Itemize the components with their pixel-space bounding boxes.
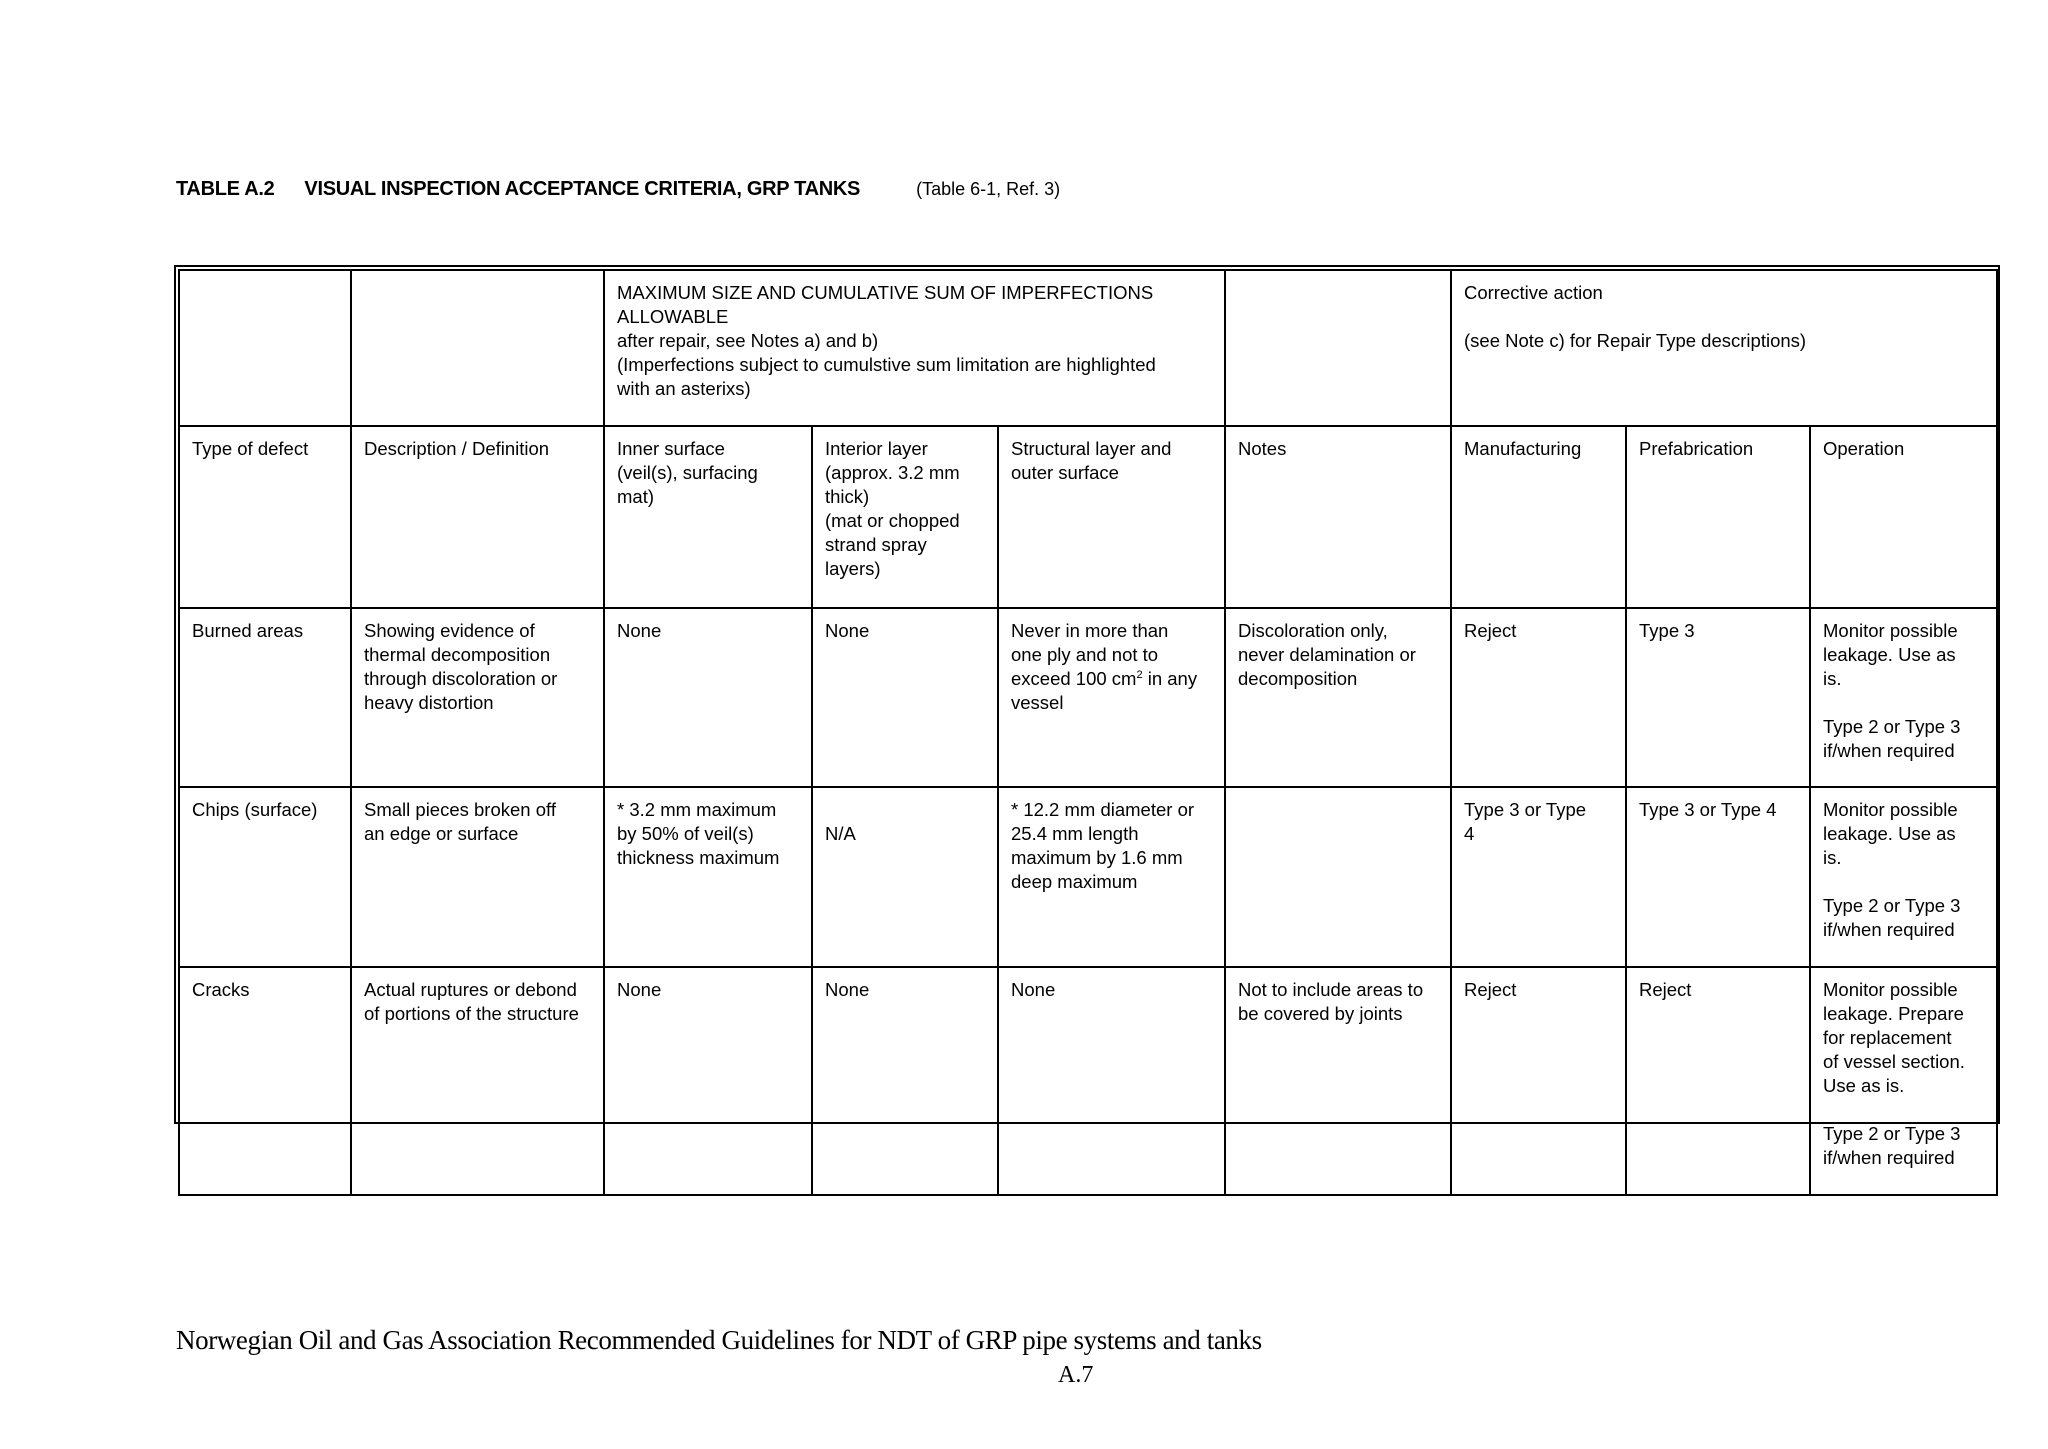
cell-description: Small pieces broken off an edge or surface [351, 787, 604, 967]
cell-interior: N/A [812, 787, 998, 967]
table-row [179, 787, 1997, 967]
cell-manufacturing: Reject [1451, 608, 1626, 787]
header-empty-cell [1225, 270, 1451, 426]
criteria-grid [178, 269, 1998, 1196]
header-max-size: MAXIMUM SIZE AND CUMULATIVE SUM OF IMPERFECTIONS ALLOWABLE after repair, see Notes a) and b) (Imperfections subject to cumulstive sum limitation are highlighted with an asterixs) [604, 270, 1225, 426]
col-header-notes: Notes [1225, 426, 1451, 608]
acceptance-criteria-table [174, 265, 2000, 1168]
table-title: VISUAL INSPECTION ACCEPTANCE CRITERIA, GRP TANKS [304, 178, 861, 200]
header-row-columns [179, 426, 1997, 608]
cell-notes: Discoloration only, never delamination or decomposition [1225, 608, 1451, 787]
cell-manufacturing: Type 3 or Type 4 [1451, 787, 1626, 967]
table-row [179, 967, 1997, 1195]
cell-interior: None [812, 967, 998, 1195]
cell-type: Cracks [179, 967, 351, 1195]
col-header-type: Type of defect [179, 426, 351, 608]
cell-operation: Monitor possible leakage. Prepare for replacement of vessel section. Use as is. Type 2 or Type 3 if/when required [1810, 967, 1997, 1195]
cell-description: Showing evidence of thermal decomposition through discoloration or heavy distortion [351, 608, 604, 787]
col-header-manufacturing: Manufacturing [1451, 426, 1626, 608]
header-empty-cell [179, 270, 351, 426]
cell-prefabrication: Type 3 [1626, 608, 1810, 787]
col-header-operation: Operation [1810, 426, 1997, 608]
header-empty-cell [351, 270, 604, 426]
cell-structural: Never in more than one ply and not to exceed 100 $cm^2$ in any vessel [998, 608, 1225, 787]
cell-prefabrication: Reject [1626, 967, 1810, 1195]
col-header-structural-layer: Structural layer and outer surface [998, 426, 1225, 608]
cell-type: Burned areas [179, 608, 351, 787]
page-footer: Norwegian Oil and Gas Association Recommended Guidelines for NDT of GRP pipe systems and tanks [176, 1325, 1262, 1355]
cell-inner: None [604, 608, 812, 787]
col-header-prefabrication: Prefabrication [1626, 426, 1810, 608]
header-row-top [179, 270, 1997, 426]
col-header-inner-surface: Inner surface (veil(s), surfacing mat) [604, 426, 812, 608]
cell-notes: Not to include areas to be covered by joints [1225, 967, 1451, 1195]
cell-notes [1225, 787, 1451, 967]
col-header-interior-layer: Interior layer (approx. 3.2 mm thick) (mat or chopped strand spray layers) [812, 426, 998, 608]
cell-structural: None [998, 967, 1225, 1195]
cell-inner: * 3.2 mm maximum by 50% of veil(s) thickness maximum [604, 787, 812, 967]
col-header-description: Description / Definition [351, 426, 604, 608]
cell-operation: Monitor possible leakage. Use as is. Type 2 or Type 3 if/when required [1810, 608, 1997, 787]
cell-manufacturing: Reject [1451, 967, 1626, 1195]
header-corrective-action: Corrective action (see Note c) for Repair Type descriptions) [1451, 270, 1997, 426]
cell-structural: * 12.2 mm diameter or 25.4 mm length maximum by 1.6 mm deep maximum [998, 787, 1225, 967]
table-caption [176, 178, 1060, 201]
cell-prefabrication: Type 3 or Type 4 [1626, 787, 1810, 967]
cell-inner: None [604, 967, 812, 1195]
table-row [179, 608, 1997, 787]
cell-interior: None [812, 608, 998, 787]
cell-operation: Monitor possible leakage. Use as is. Type 2 or Type 3 if/when required [1810, 787, 1997, 967]
cell-type: Chips (surface) [179, 787, 351, 967]
table-reference: (Table 6-1, Ref. 3) [916, 179, 1061, 199]
table-id: TABLE A.2 [176, 178, 275, 200]
page-number: A.7 [1058, 1362, 1094, 1388]
cell-description: Actual ruptures or debond of portions of the structure [351, 967, 604, 1195]
